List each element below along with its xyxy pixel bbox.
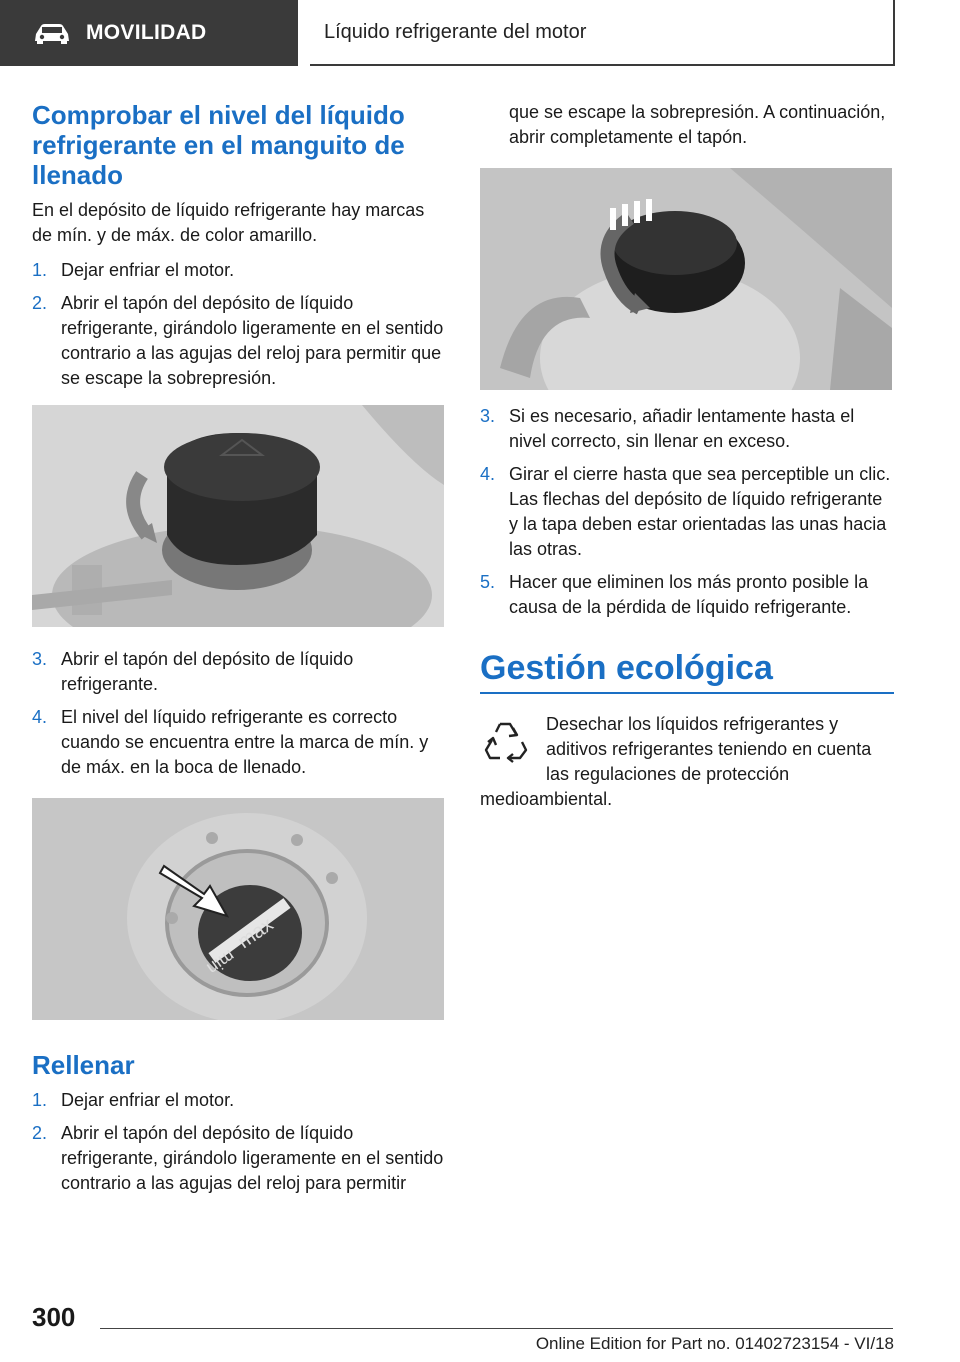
list-item — [32, 1121, 444, 1196]
section-heading: Comprobar el nivel del líquido refrigerante en el manguito de llenado — [32, 100, 405, 190]
step-text: Dejar enfriar el motor. — [61, 260, 235, 280]
step-text: Abrir el tapón del depósito de líquido refrigerante. — [61, 649, 354, 694]
eco-note — [480, 712, 894, 812]
step-number: 2. — [32, 293, 48, 313]
section-title: MOVILIDAD — [86, 21, 207, 44]
step-text: Abrir el tapón del depósito de líquido refrigerante, girándolo ligeramente en el sentido contrario a las agujas del reloj para permitir — [61, 1123, 444, 1193]
list-item — [32, 647, 444, 697]
min-label: min — [203, 945, 239, 979]
edition-note: Online Edition for Part no. 01402723154 - VI/18 — [535, 1334, 894, 1353]
right-column — [480, 100, 894, 812]
step-number: 4. — [480, 464, 496, 484]
page-number: 300 — [32, 1302, 76, 1332]
list-item — [32, 1088, 444, 1113]
section-tab — [0, 0, 298, 66]
list-item — [480, 570, 894, 620]
step-text: Hacer que eliminen los más pronto posible la causa de la pérdida de líquido refrigerante. — [509, 572, 869, 617]
max-label: max — [233, 913, 278, 954]
step-number: 1. — [32, 1090, 48, 1110]
step-text: Girar el cierre hasta que sea perceptible un clic. Las flechas del depósito de líquido refrigerante y la tapa deben estar orientadas las unas hacia las otras. — [509, 464, 891, 559]
figure-cap-turn — [480, 168, 892, 390]
eco-text: Desechar los líquidos refrigerantes y aditivos refrigerantes teniendo en cuenta las regulaciones de protección medioambiental. — [480, 714, 872, 809]
list-item — [32, 291, 444, 391]
step-text: Abrir el tapón del depósito de líquido refrigerante, girándolo ligeramente en el sentido contrario a las agujas del reloj para permitir que se escape la sobrepresión. — [61, 293, 444, 388]
step-number: 5. — [480, 572, 496, 592]
figure-cap-open — [32, 405, 444, 627]
chapter-title: Líquido refrigerante del motor — [324, 20, 587, 43]
footer-rule — [100, 1328, 893, 1329]
steps-list-right — [480, 404, 894, 620]
list-item — [480, 462, 894, 562]
step-number: 4. — [32, 707, 48, 727]
refill-steps-list — [32, 1088, 444, 1196]
figure-filler-neck — [32, 798, 444, 1020]
chapter-header — [310, 0, 895, 66]
continuation-text: que se escape la sobrepresión. A continuación, abrir completamente el tapón. — [509, 102, 886, 147]
refill-heading: Rellenar — [32, 1050, 135, 1080]
step-number: 3. — [32, 649, 48, 669]
intro-paragraph: En el depósito de líquido refrigerante hay marcas de mín. y de máx. de color amarillo. — [32, 200, 425, 245]
step-number: 2. — [32, 1123, 48, 1143]
eco-heading: Gestión ecológica — [480, 648, 894, 694]
list-item — [32, 705, 444, 780]
step-text: El nivel del líquido refrigerante es correcto cuando se encuentra entre la marca de mín. y de máx. en la boca de llenado. — [61, 707, 429, 777]
list-item — [480, 404, 894, 454]
step-number: 1. — [32, 260, 48, 280]
steps-list-b — [32, 647, 444, 780]
recycle-icon — [480, 716, 532, 768]
step-text: Dejar enfriar el motor. — [61, 1090, 235, 1110]
car-icon — [32, 21, 72, 45]
list-item — [32, 258, 444, 283]
step-text: Si es necesario, añadir lentamente hasta el nivel correcto, sin llenar en exceso. — [509, 406, 855, 451]
left-column — [32, 100, 444, 1204]
step-number: 3. — [480, 406, 496, 426]
steps-list-a — [32, 258, 444, 391]
